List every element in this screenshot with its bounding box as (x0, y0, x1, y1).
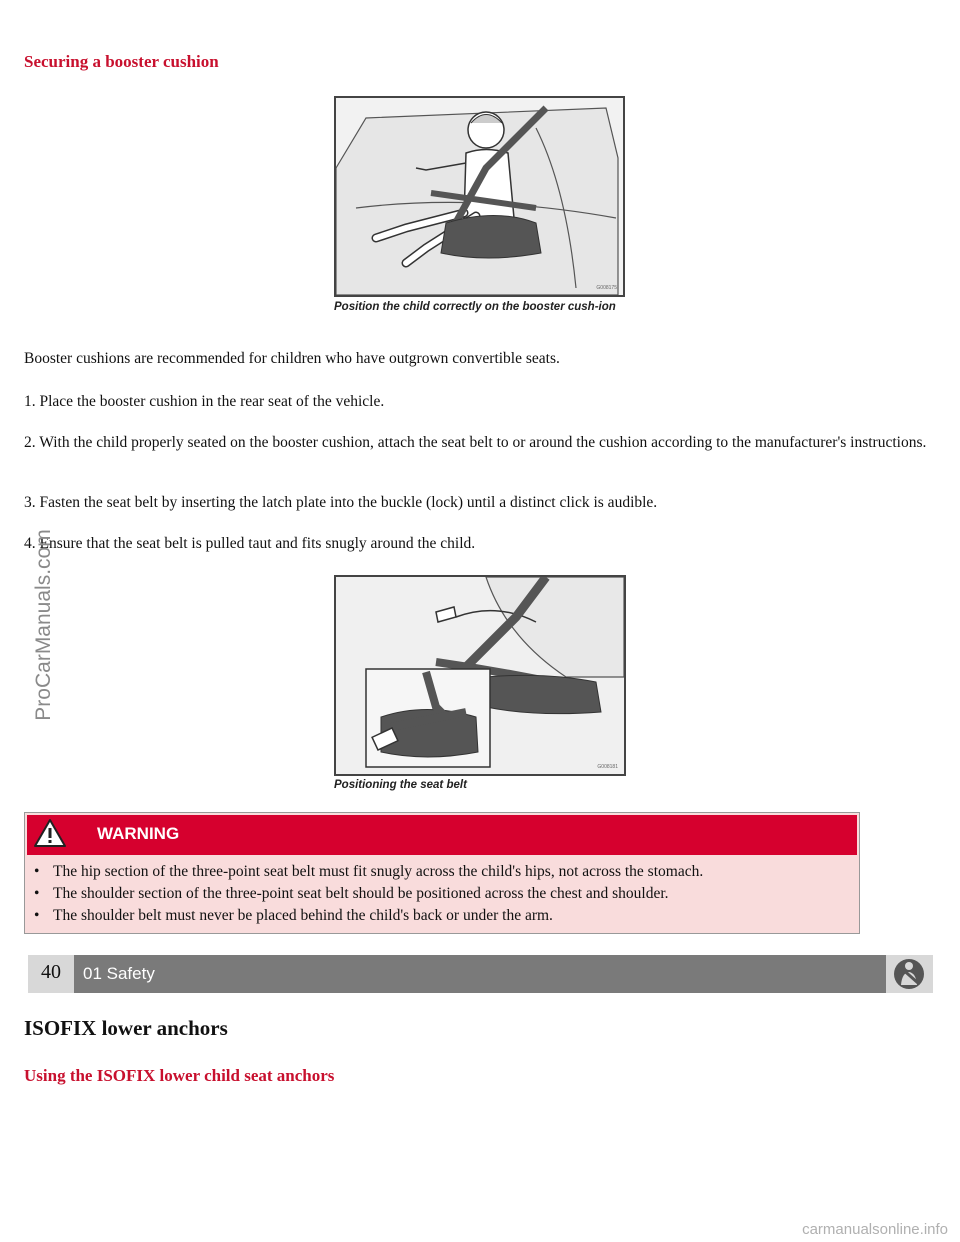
warning-title: WARNING (97, 824, 180, 843)
seat-belt-illustration (334, 575, 626, 776)
figure-caption: Positioning the seat belt (334, 779, 467, 791)
chapter-icon-box (886, 955, 933, 993)
warning-item: • The shoulder belt must never be placed behind the child's back or under the arm. (25, 905, 703, 927)
next-section-heading: ISOFIX lower anchors (24, 1016, 228, 1040)
warning-list (25, 861, 703, 927)
paragraph: Booster cushions are recommended for children who have outgrown convertible seats. (24, 350, 560, 367)
step-3: 3. Fasten the seat belt by inserting the latch plate into the buckle (lock) until a distinct click is audible. (24, 494, 658, 511)
figure-caption: Position the child correctly on the booster cush-ion (334, 301, 616, 313)
step-4: 4. Ensure that the seat belt is pulled taut and fits snugly around the child. (24, 535, 476, 552)
warning-item: • The shoulder section of the three-point seat belt should be positioned across the chest and shoulder. (25, 883, 703, 905)
section-title: Securing a booster cushion (24, 52, 219, 71)
next-subsection-heading: Using the ISOFIX lower child seat anchors (24, 1066, 335, 1085)
side-watermark: ProCarManuals.com (32, 529, 55, 721)
booster-cushion-illustration (334, 96, 625, 297)
seatbelt-icon (886, 955, 933, 993)
warning-header (27, 815, 857, 855)
child-on-booster-drawing (336, 98, 623, 295)
page-footer-bar (28, 955, 933, 993)
seat-belt-positioning-drawing (336, 577, 624, 774)
figure-code: G008175 (596, 285, 617, 291)
page-number: 40 (28, 955, 74, 993)
warning-box (24, 812, 860, 934)
chapter-title: 01 Safety (83, 964, 155, 983)
warning-triangle-icon (33, 818, 67, 848)
figure-code: G008181 (597, 764, 618, 770)
warning-item: • The hip section of the three-point seat belt must fit snugly across the child's hips, not across the stomach. (25, 861, 703, 883)
step-1: 1. Place the booster cushion in the rear seat of the vehicle. (24, 393, 385, 410)
step-2: 2. With the child properly seated on the booster cushion, attach the seat belt to or around the cushion according to the manufacturer's instructions. (24, 434, 927, 451)
bottom-watermark: carmanualsonline.info (802, 1221, 948, 1238)
